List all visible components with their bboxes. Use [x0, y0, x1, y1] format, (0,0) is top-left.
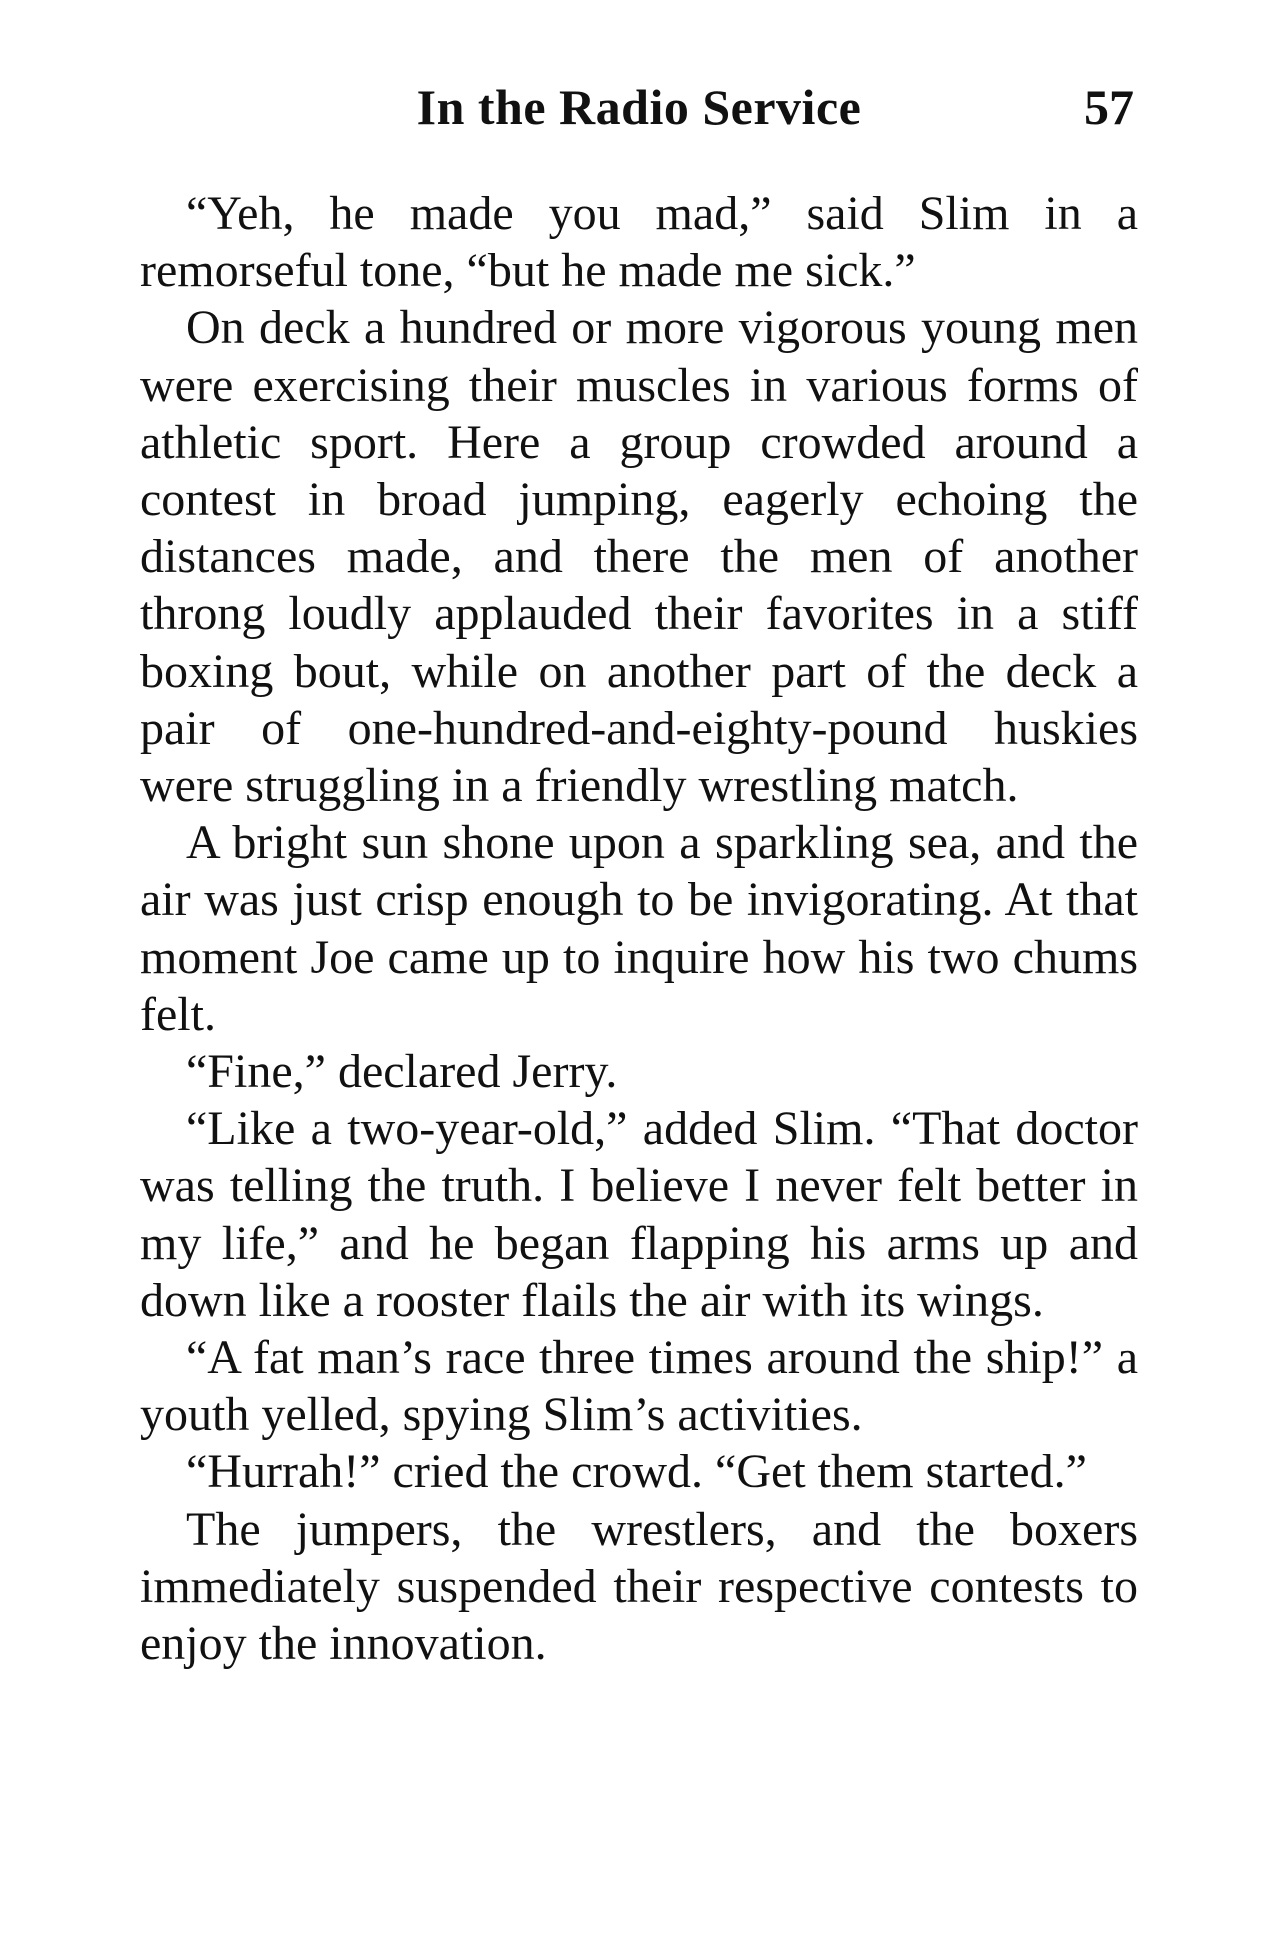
page-number: 57: [1084, 79, 1134, 135]
paragraph: The jumpers, the wrestlers, and the boxers immediately suspended their respective contests to enjoy the innovation.: [140, 1502, 1138, 1671]
paragraph: On deck a hundred or more vigorous young men were exercising their muscles in various forms of athletic sport. Here a group crowded around a contest in broad jumping, eagerly echoing the distances made, and there the men of another throng loudly applauded their favorites in a stiff boxing bout, while on another part of the deck a pair of one-hundred-and-eighty-pound huskies were struggling in a friendly wrestling match.: [140, 301, 1138, 813]
running-head: [140, 78, 1138, 148]
paragraph: A bright sun shone upon a sparkling sea, and the air was just crisp enough to be invigorating. At that moment Joe came up to inquire how his two chums felt.: [140, 816, 1138, 1041]
paragraph: “Fine,” declared Jerry.: [186, 1045, 618, 1099]
paragraph: “A fat man’s race three times around the ship!” a youth yelled, spying Slim’s activities.: [140, 1331, 1138, 1442]
paragraph: “Yeh, he made you mad,” said Slim in a remorseful tone, “but he made me sick.”: [140, 187, 1138, 298]
body-text: [140, 185, 1138, 1672]
running-head-title: In the Radio Service: [416, 79, 862, 135]
paragraph: “Hurrah!” cried the crowd. “Get them started.”: [186, 1445, 1087, 1499]
paragraph: “Like a two-year-old,” added Slim. “That doctor was telling the truth. I believe I never felt better in my life,” and he began flapping his arms up and down like a rooster flails the air with its wings.: [140, 1102, 1138, 1327]
